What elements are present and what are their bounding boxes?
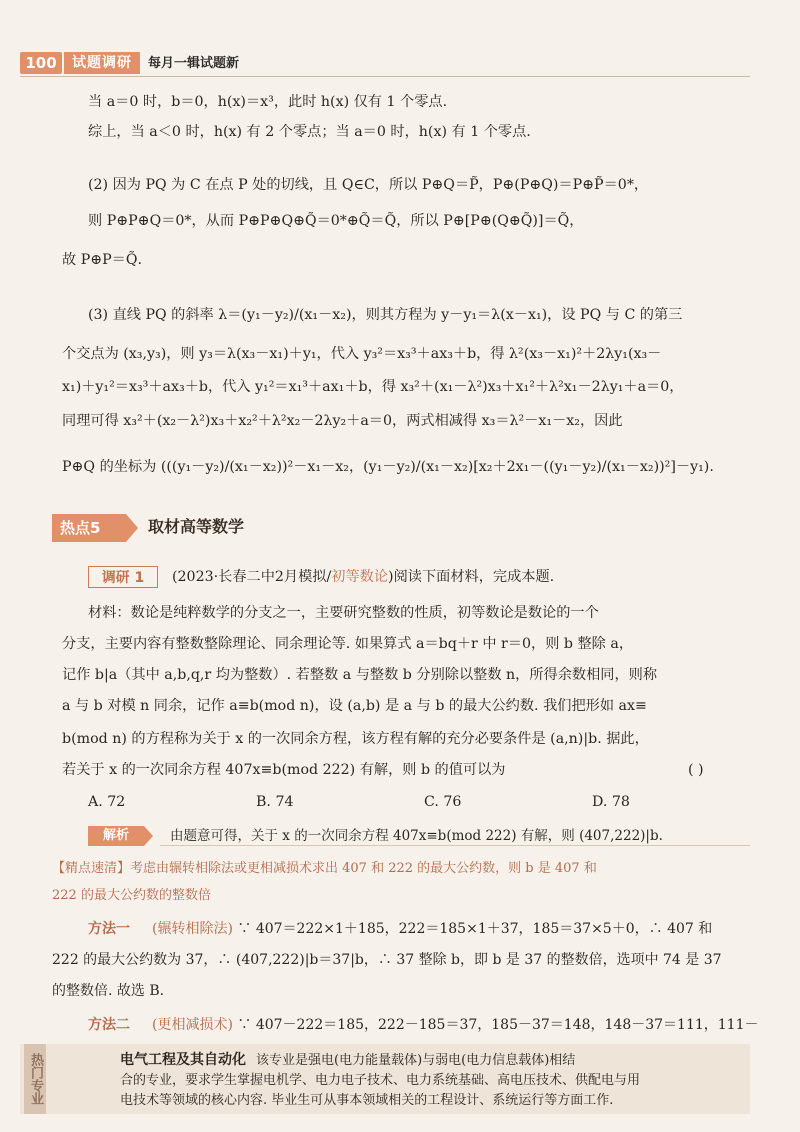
material-line: 若关于 x 的一次同余方程 407x≡b(mod 222) 有解，则 b 的值可以为: [62, 762, 506, 778]
material-line: b(mod n) 的方程称为关于 x 的一次同余方程，该方程有解的充分必要条件是 (a,n)|b. 据此，: [62, 731, 649, 747]
solution-line: 故 P⊕P＝Q̃.: [62, 252, 143, 268]
material-line: 分支，主要内容有整数整除理论、同余理论等. 如果算式 a＝bq＋r 中 r＝0，则 b 整除 a，: [62, 636, 634, 652]
chevron-right-icon: [126, 514, 138, 542]
method-one-label: 方法一: [88, 921, 130, 937]
material-line: 记作 b|a（其中 a,b,q,r 均为整数）. 若整数 a 与整数 b 分别除以整数 n，所得余数相同，则称: [62, 667, 658, 683]
solution-line: 综上，当 a＜0 时，h(x) 有 2 个零点；当 a＝0 时，h(x) 有 1 个零点.: [88, 124, 531, 140]
header-subtitle: 每月一辑试题新: [148, 56, 240, 71]
analysis-divider: [160, 845, 750, 846]
footer-side-label: 热门专业: [24, 1044, 46, 1114]
footer-text: 该专业是强电(电力能量载体)与弱电(电力信息载体)相结: [256, 1053, 576, 1068]
method-one-line: [152, 918, 712, 940]
section-label: 试题调研: [64, 52, 140, 74]
footer-line: [120, 1050, 575, 1071]
hot-point-title: 取材高等数学: [148, 517, 245, 536]
solution-line: 个交点为 (x₃,y₃)，则 y₃＝λ(x₃－x₁)＋y₁，代入 y₃²＝x₃³＋ax₃＋b，得 λ²(x₃－x₁)²＋2λy₁(x₃－: [62, 346, 662, 362]
solution-line: 则 P⊕P⊕Q＝0*，从而 P⊕P⊕Q⊕Q̃＝0*⊕Q̃＝Q̃，所以 P⊕[P⊕(Q⊕Q̃)]＝Q̃，: [88, 213, 584, 229]
solution-line: (3) 直线 PQ 的斜率 λ＝(y₁－y₂)/(x₁－x₂)，则其方程为 y－y₁＝λ(x－x₁)，设 PQ 与 C 的第三: [88, 307, 683, 323]
option-c: C. 76: [424, 794, 462, 810]
hot-point-badge: 热点5: [52, 514, 126, 542]
method-one-line: 的整数倍. 故选 B.: [52, 983, 165, 999]
method-two-text: ∵ 407－222＝185，222－185＝37，185－37＝148，148－37＝111，111－: [237, 1017, 759, 1033]
hint-line: 【精点速清】考虑由辗转相除法或更相减损术求出 407 和 222 的最大公约数，则 b 是 407 和: [52, 861, 597, 876]
option-b: B. 74: [256, 794, 294, 810]
problem-source: [172, 566, 554, 588]
solution-line: (2) 因为 PQ 为 C 在点 P 处的切线，且 Q∈C，所以 P⊕Q＝P̃，P⊕(P⊕Q)＝P⊕P̃＝0*，: [88, 177, 649, 193]
method-two-keyword: (更相减损术): [152, 1017, 233, 1033]
analysis-text: 由题意可得，关于 x 的一次同余方程 407x≡b(mod 222) 有解，则 (407,222)|b.: [170, 828, 663, 844]
material-line: a 与 b 对模 n 同余，记作 a≡b(mod n)，设 (a,b) 是 a 与 b 的最大公约数. 我们把形如 ax≡: [62, 698, 647, 714]
answer-blank: ( ): [688, 762, 704, 778]
method-two-line: [152, 1014, 759, 1036]
footer-line: 电技术等领域的核心内容. 毕业生可从事本领域相关的工程设计、系统运行等方面工作.: [120, 1093, 614, 1108]
chevron-right-icon: [144, 826, 153, 846]
footer-line: 合的专业，要求学生掌握电机学、电力电子技术、电力系统基础、高电压技术、供配电与用: [120, 1073, 641, 1088]
header-divider: [20, 76, 750, 77]
solution-line: 当 a＝0 时，b＝0，h(x)＝x³，此时 h(x) 仅有 1 个零点.: [88, 94, 448, 110]
solution-line: 同理可得 x₃²＋(x₂－λ²)x₃＋x₂²＋λ²x₂－2λy₂＋a＝0，两式相减得 x₃＝λ²－x₁－x₂，因此: [62, 413, 623, 429]
method-two-label: 方法二: [88, 1017, 130, 1033]
source-topic-tag: 初等数论: [331, 569, 389, 585]
page-number: 100: [20, 52, 62, 74]
solution-line: x₁)＋y₁²＝x₃³＋ax₃＋b，代入 y₁²＝x₁³＋ax₁＋b，得 x₃²＋(x₁－λ²)x₃＋x₁²＋λ²x₁－2λy₁＋a＝0，: [62, 379, 684, 395]
footer-title: 电气工程及其自动化: [120, 1052, 246, 1068]
method-one-line: 222 的最大公约数为 37，∴ (407,222)|b＝37|b，∴ 37 整除 b，即 b 是 37 的整数倍，选项中 74 是 37: [52, 952, 722, 968]
hint-line: 222 的最大公约数的整数倍: [52, 888, 211, 903]
research-tag: 调研 1: [88, 566, 158, 588]
solution-line: P⊕Q 的坐标为 (((y₁－y₂)/(x₁－x₂))²－x₁－x₂，(y₁－y₂)/(x₁－x₂)[x₂＋2x₁－((y₁－y₂)/(x₁－x₂))²]－y₁).: [62, 459, 714, 475]
source-suffix: )阅读下面材料，完成本题.: [388, 569, 555, 585]
source-prefix: (2023·长春二中2月模拟/: [172, 569, 332, 585]
method-one-text: ∵ 407＝222×1＋185，222＝185×1＋37，185＝37×5＋0，∴ 407 和: [237, 921, 713, 937]
method-one-keyword: (辗转相除法): [152, 921, 233, 937]
option-a: A. 72: [88, 794, 126, 810]
option-d: D. 78: [592, 794, 630, 810]
analysis-tag: 解析: [88, 826, 144, 846]
material-line: 材料：数论是纯粹数学的分支之一，主要研究整数的性质，初等数论是数论的一个: [88, 605, 599, 621]
